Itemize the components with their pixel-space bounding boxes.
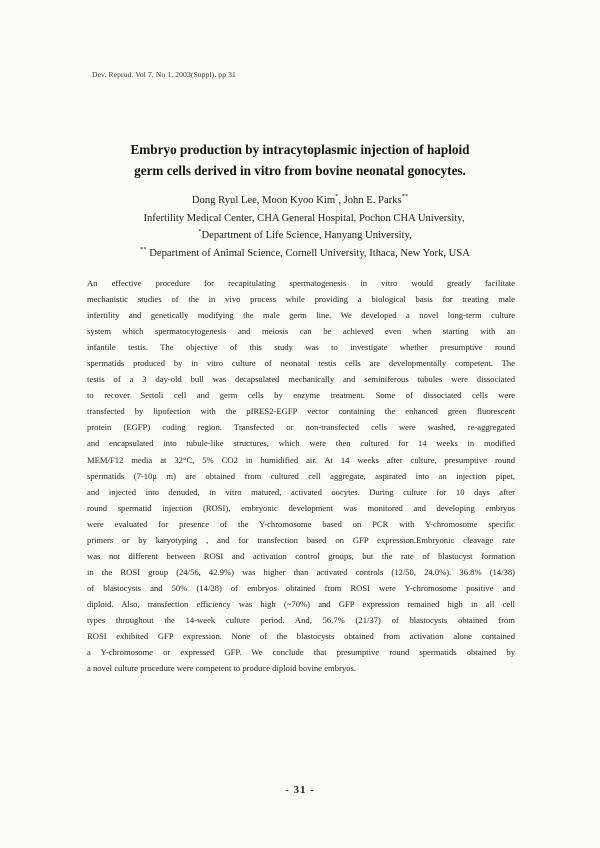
abstract-line: diploid. Also, transfection efficiency was high (~70%) and GFP expression remained high in all cell: [87, 598, 515, 609]
author-names: [60, 192, 540, 210]
abstract-line: and injected into denuded, in vitro matured, activated oocytes. During culture for 10 days after: [87, 486, 515, 497]
author-lee: Dong Ryul Lee,: [191, 195, 263, 206]
author-kim-mark: *: [335, 193, 339, 200]
paper-title: [60, 139, 540, 181]
abstract-line: a novel culture procedure were competent to produce diploid bovine embryos.: [87, 663, 356, 674]
abstract-line: in the ROSI group (24/56, 42.9%) was higher than activated controls (12/50, 24.0%). 36.8% (14/38): [87, 566, 515, 577]
abstract-line: of blastocysts and 50% (14/28) of embryos obtained from ROSI were Y-chromosome positive and: [87, 582, 515, 593]
abstract-line: An effective procedure for recapitulating spermatogenesis in vitro would greatly facilitate: [87, 278, 515, 288]
title-line-1: Embryo production by intracytoplasmic injection of haploid: [130, 142, 470, 157]
affiliation-2: [60, 227, 540, 245]
abstract-line: were evaluated for presence of the Y-chromosome based on PCR with Y-chromosome specific: [87, 518, 515, 529]
affiliation-3-mark: **: [140, 245, 147, 253]
abstract-body: [87, 275, 515, 676]
abstract-line: protein (EGFP) coding region. Transfected or non-transfected cells were washed, re-aggregated: [87, 422, 515, 433]
abstract-line: round spermatid injection (ROSI), embryonic development was monitored and developing embryos: [87, 502, 515, 513]
affiliation-2-mark: *: [198, 228, 202, 235]
abstract-line: mechanistic studies of the in vivo process while providing a biological basis for treating male: [87, 294, 515, 305]
abstract-line: to recover Sertoli cell and germ cells by enzyme treatment. Some of dissociated cells were: [87, 390, 515, 401]
affiliation-3: [60, 245, 540, 263]
affiliation-3-text: Department of Animal Science, Cornell University, Ithaca, New York, USA: [146, 247, 470, 259]
author-parks-mark: **: [401, 193, 409, 200]
abstract-line: types throughout the 14-week culture period. And, 56.7% (21/37) of blastocysts obtained from: [87, 614, 515, 625]
abstract-line: MEM/F12 media at 32°C, 5% CO2 in humidified air. At 14 weeks after culture, presumptive round: [87, 454, 515, 465]
abstract-line: transfected by lipofection with the pIRES2-EGFP vector containing the enhanced green fluorescent: [87, 406, 515, 417]
abstract-line: system which spermatocytogenesis and meiosis can be achieved even when starting with an: [87, 326, 515, 337]
abstract-line: and encapsulated into tubule-like structures, which were then cultured for 14 weeks in modified: [87, 438, 515, 449]
abstract-line: primers or by karyotyping , and for transfection based on GFP expression.Embryonic cleavage rate: [87, 534, 515, 545]
journal-header: Dev. Reprod. Vol 7, No 1, 2003(Suppl). pp 31: [92, 70, 236, 79]
affiliation-1: Infertility Medical Center, CHA General Hospital, Pochon CHA University,: [143, 212, 465, 224]
abstract-line: ROSI exhibited GFP expression. None of the blastocysts obtained from activation alone contained: [87, 631, 515, 642]
author-parks: , John E. Parks: [338, 195, 402, 206]
abstract-line: testis of a 3 day-old bull was decapsulated mechanically and seminiferous tubules were dissociated: [87, 374, 515, 385]
author-kim: Moon Kyoo Kim: [262, 195, 336, 206]
page-number: - 31 -: [285, 784, 315, 796]
abstract-line: spermatids (7-10μ m) are obtained from cultured cell aggregate, aspirated into an injection pipet,: [87, 470, 515, 481]
abstract-line: a Y-chromosome or expressed GFP. We conclude that presumptive round spermatids obtained by: [87, 647, 515, 658]
affiliation-2-text: Department of Life Science, Hanyang University,: [201, 230, 412, 241]
abstract-line: was not different between ROSI and activation control groups, but the rate of blastocyst formation: [87, 550, 515, 561]
abstract-line: infantile testis. The objective of this study was to investigate whether presumptive round: [87, 342, 515, 353]
title-line-2: germ cells derived in vitro from bovine neonatal gonocytes.: [134, 163, 466, 178]
abstract-line: infertility and genetically modifying the male germ line. We developed a novel long-term culture: [87, 310, 515, 321]
abstract-line: spermatids produced by in vitro culture of neonatal testis cells are developmentally competent. The: [87, 358, 515, 369]
author-block: [60, 192, 540, 262]
